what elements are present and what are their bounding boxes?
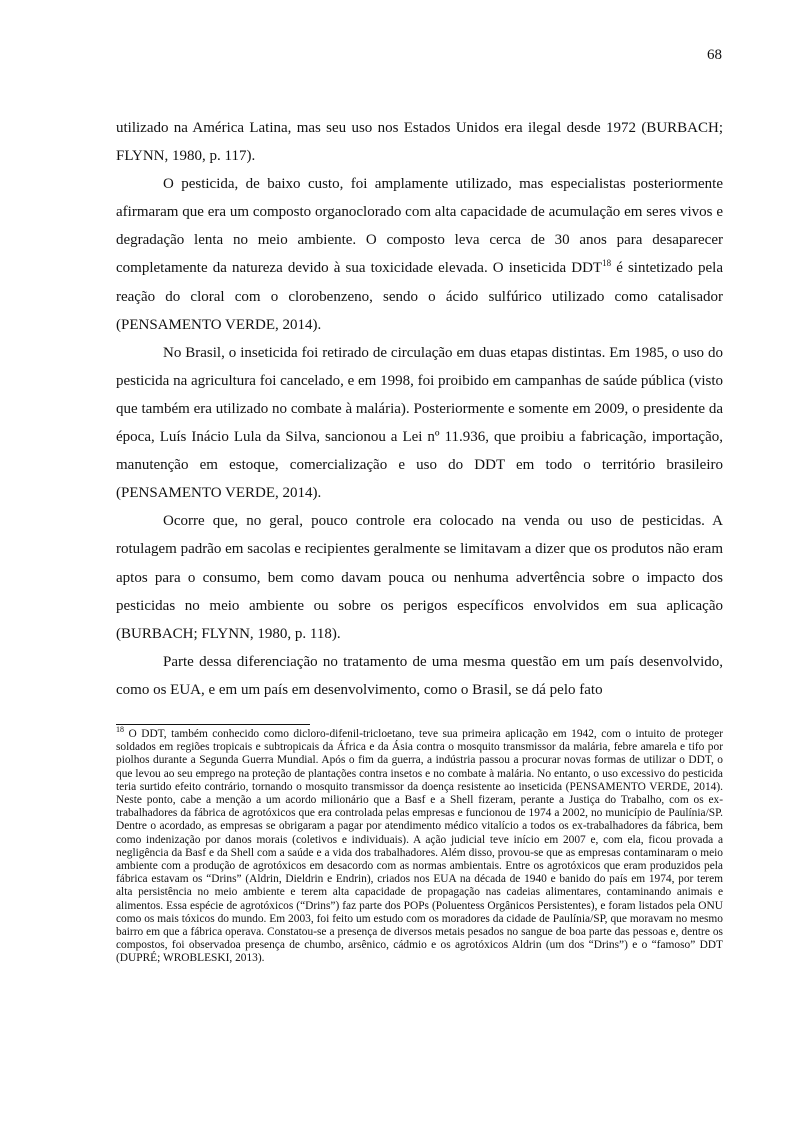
footnote <box>116 725 723 966</box>
paragraph-text: Ocorre que, no geral, pouco controle era colocado na venda ou uso de pesticidas. A rotulagem padrão em sacolas e recipientes geralmente se limitavam a dizer que os produtos não eram aptos para o consumo, bem como davam pouca ou nenhuma advertência sobre o impacto dos pesticidas no meio ambiente ou sobre os perigos específicos envolvidos em sua aplicação (BURBACH; FLYNN, 1980, p. 118). <box>116 513 723 642</box>
paragraph-text: No Brasil, o inseticida foi retirado de circulação em duas etapas distintas. Em 1985, o uso do pesticida na agricultura foi cancelado, e em 1998, foi proibido em campanhas de saúde pública (visto que também era utilizado no combate à malária). Posteriormente e somente em 2009, o presidente da época, Luís Inácio Lula da Silva, sancionou a Lei nº 11.936, que proibiu a fabricação, importação, manutenção em estoque, comercialização e uso do DDT em todo o território brasileiro (PENSAMENTO VERDE, 2014). <box>116 344 723 502</box>
footnote-text: O DDT, também conhecido como dicloro-difenil-tricloetano, teve sua primeira aplicação em 1942, com o intuito de proteger soldados em regiões tropicais e subtropicais da África e da Ásia contra o mosquito transmissor da malária, febre amarela e tifo por piolhos durante a Segunda Guerra Mundial. Após o fim da guerra, a indústria passou a procurar novas formas de utilizar o DDT, o que levou ao seu emprego na proteção de plantações contra insetos e no combate à malária. No entanto, o uso excessivo do pesticida teria surtido efeito contrário, tornando o mosquito transmissor da doença resistente ao inseticida (PENSAMENTO VERDE, 2014). Neste ponto, cabe a menção a um acordo milionário que a Basf e a Shell fizeram, perante a Justiça do Trabalho, com os ex-trabalhadores da fábrica de agrotóxicos que era controlada pelas empresas e funcionou de 1974 a 2002, no município de Paulínia/SP. Dentre o acordado, as empresas se obrigaram a pagar por atendimento médico vitalício a todos os ex-trabalhadores da fábrica, bem como indenização por danos morais (coletivos e individuais). A ação judicial teve início em 2007 e, com ela, ficou provada a negligência da Basf e da Shell com a saúde e a vida dos trabalhadores. Além disso, provou-se que as empresas contaminaram o meio ambiente com a produção de agrotóxicos em desacordo com as normas ambientais. Entre os agrotóxicos que eram produzidos pela fábrica estavam os “Drins” (Aldrin, Dieldrin e Endrin), criados nos EUA na década de 1940 e banido do país em 1974, por terem alta persistência no meio ambiente e terem alta capacidade de propagação nas cadeias alimentares, contaminando animais e alimentos. Essa espécie de agrotóxicos (“Drins”) faz parte dos POPs (Poluentess Orgânicos Persistentes), e foram listados pela ONU como os mais tóxicos do mundo. Em 2003, foi feito um estudo com os moradores da cidade de Paulínia/SP, que moravam no mesmo bairro em que a fábrica operava. Constatou-se a presença de diversos metais pesados no sangue de boa parte das pessoas e, dentre os compostos, foi observadoa presença de chumbo, arsênico, cádmio e os agrotóxicos Aldrin (um dos “Drins”) e o “famoso” DDT (DUPRÉ; WROBLESKI, 2013). <box>116 728 723 965</box>
footnote-number: 18 <box>116 725 124 735</box>
footnote-separator <box>116 724 310 725</box>
paragraph-1 <box>116 114 723 170</box>
footnote-marker[interactable]: 18 <box>602 258 612 269</box>
paragraph-2 <box>116 170 723 339</box>
paragraph-4 <box>116 507 723 647</box>
paragraph-text: utilizado na América Latina, mas seu uso nos Estados Unidos era ilegal desde 1972 (BURBACH; FLYNN, 1980, p. 117). <box>116 120 723 165</box>
paragraph-text: Parte dessa diferenciação no tratamento de uma mesma questão em um país desenvolvido, como os EUA, e em um país em desenvolvimento, como o Brasil, se dá pelo fato <box>116 653 723 698</box>
paragraph-3 <box>116 339 723 508</box>
body-text <box>116 114 723 704</box>
paragraph-text-continued: é sintetizado pela reação do cloral com o clorobenzeno, sendo o ácido sulfúrico utilizado como catalisador (PENSAMENTO VERDE, 2014). <box>116 260 723 333</box>
page-number: 68 <box>707 47 722 63</box>
paragraph-text: O pesticida, de baixo custo, foi amplamente utilizado, mas especialistas posteriormente afirmaram que era um composto organoclorado com alta capacidade de acumulação em seres vivos e degradação lenta no meio ambiente. O composto leva cerca de 30 anos para desaparecer completamente da natureza devido à sua toxicidade elevada. O inseticida DDT <box>116 176 723 277</box>
paragraph-5 <box>116 648 723 704</box>
